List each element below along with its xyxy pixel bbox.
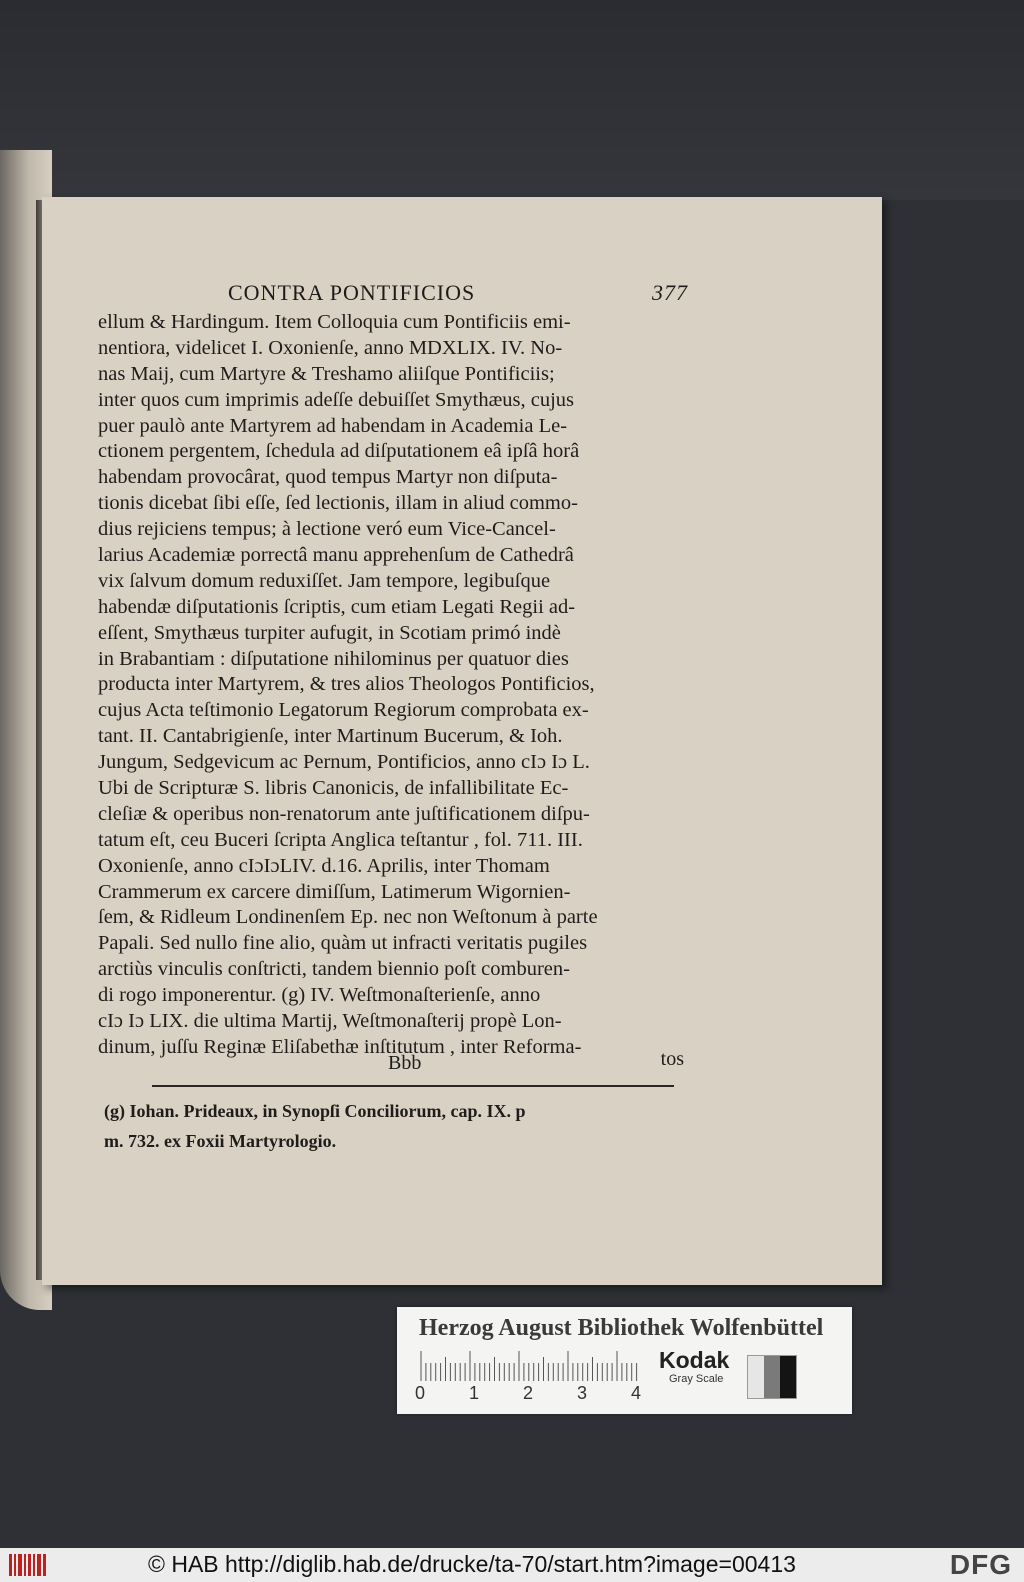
body-line: tatum eſt, ceu Buceri ſcripta Anglica teſtantur , fol. 711. III.: [98, 828, 583, 851]
body-line: cleſiæ & operibus non-renatorum ante juſtificationem diſpu-: [98, 802, 590, 825]
body-line: nas Maij, cum Martyre & Treshamo aliiſque Pontificiis;: [98, 362, 555, 385]
page-number: 377: [652, 280, 688, 305]
ruler-number: 1: [469, 1383, 480, 1403]
hab-barcode-logo-icon: [8, 1552, 48, 1578]
running-head-title: CONTRA PONTIFICIOS: [228, 280, 476, 305]
gray-patch-light: [748, 1356, 764, 1398]
body-line: puer paulò ante Martyrem ad habendam in Academia Le-: [98, 414, 568, 437]
page-foot: [98, 1048, 684, 1078]
footnote-line: m. 732. ex Foxii Martyrologio.: [104, 1131, 337, 1151]
gray-patch-dark: [780, 1356, 796, 1398]
library-name: Herzog August Bibliothek Wolfenbüttel: [419, 1315, 824, 1341]
body-line: ctionem pergentem, ſchedula ad diſputationem eâ ipſâ horâ: [98, 440, 580, 463]
body-text: [98, 310, 684, 1061]
gray-patch-mid: [764, 1356, 780, 1398]
footnote-rule: [152, 1085, 674, 1087]
footnote: [104, 1096, 688, 1156]
background-top: [0, 0, 1024, 200]
body-line: habendam provocârat, quod tempus Martyr non diſputa-: [98, 466, 558, 489]
footer-bar: [0, 1548, 1024, 1582]
body-line: producta inter Martyrem, & tres alios Theologos Pontificios,: [98, 673, 595, 696]
body-line: arctiùs vinculis conſtricti, tandem biennio poſt comburen-: [98, 958, 570, 981]
kodak-gray-scale-text: Gray Scale: [669, 1373, 724, 1385]
ruler-number: 0: [415, 1383, 426, 1403]
body-line: dinum, juſſu Reginæ Eliſabethæ inſtitutum , inter Reforma-: [98, 1035, 582, 1058]
ruler-number: 4: [631, 1383, 642, 1403]
body-line: vix ſalvum domum reduxiſſet. Jam tempore, legibuſque: [98, 569, 551, 592]
body-line: tant. II. Cantabrigienſe, inter Martinum Bucerum, & Ioh.: [98, 725, 563, 748]
body-line: cIɔ Iɔ LIX. die ultima Martij, Weſtmonaſterij propè Lon-: [98, 1010, 562, 1033]
body-line: in Brabantiam : diſputatione nihilominus per quatuor dies: [98, 647, 569, 670]
dfg-logo: DFG: [949, 1549, 1012, 1580]
body-line: tionis dicebat ſibi eſſe, ſed lectionis, illam in aliud commo-: [98, 492, 578, 515]
body-line: di rogo imponerentur. (g) IV. Weſtmonaſterienſe, anno: [98, 984, 541, 1007]
body-line: larius Academiæ porrectâ manu apprehenſum de Cathedrâ: [98, 544, 574, 567]
kodak-brand: Kodak: [659, 1347, 730, 1373]
ruler-number: 2: [523, 1383, 534, 1403]
library-label-card: [397, 1307, 852, 1414]
ruler-number: 3: [577, 1383, 588, 1403]
ruler-numbers: [415, 1383, 655, 1405]
body-line: Papali. Sed nullo fine alio, quàm ut infracti veritatis pugiles: [98, 932, 588, 955]
body-line: nentiora, videlicet I. Oxonienſe, anno MDXLIX. IV. No-: [98, 336, 563, 359]
body-line: ellum & Hardingum. Item Colloquia cum Pontificiis emi-: [98, 311, 571, 333]
body-line: Jungum, Sedgevicum ac Pernum, Pontificios, anno cIɔ Iɔ L.: [98, 751, 590, 774]
body-line: eſſent, Smythæus turpiter aufugit, in Scotiam primó indè: [98, 621, 561, 644]
body-line: ſem, & Ridleum Londinenſem Ep. nec non Weſtonum à parte: [98, 906, 598, 929]
body-line: Oxonienſe, anno cIɔIɔLIV. d.16. Aprilis, inter Thomam: [98, 854, 550, 877]
footnote-line: (g) Iohan. Prideaux, in Synopſi Conciliorum, cap. IX. p: [104, 1101, 526, 1121]
ruler-scale-icon: [419, 1351, 641, 1381]
body-line: Crammerum ex carcere dimiſſum, Latimerum Wigornien-: [98, 880, 571, 903]
signature-mark: Bbb: [388, 1052, 422, 1074]
body-line: cujus Acta teſtimonio Legatorum Regiorum comprobata ex-: [98, 699, 589, 722]
catchword: tos: [660, 1048, 684, 1070]
footer-copyright-url: © HAB http://diglib.hab.de/drucke/ta-70/start.htm?image=00413: [148, 1551, 796, 1577]
body-line: habendæ diſputationis ſcriptis, cum etiam Legati Regii ad-: [98, 595, 576, 618]
body-line: Ubi de Scripturæ S. libris Canonicis, de infallibilitate Ec-: [98, 777, 569, 800]
running-head: [228, 280, 688, 308]
body-line: inter quos cum imprimis adeſſe debuiſſet Smythæus, cujus: [98, 388, 575, 411]
body-line: dius rejiciens tempus; à lectione veró eum Vice-Cancel-: [98, 518, 556, 541]
gray-scale-patch: [747, 1355, 797, 1399]
